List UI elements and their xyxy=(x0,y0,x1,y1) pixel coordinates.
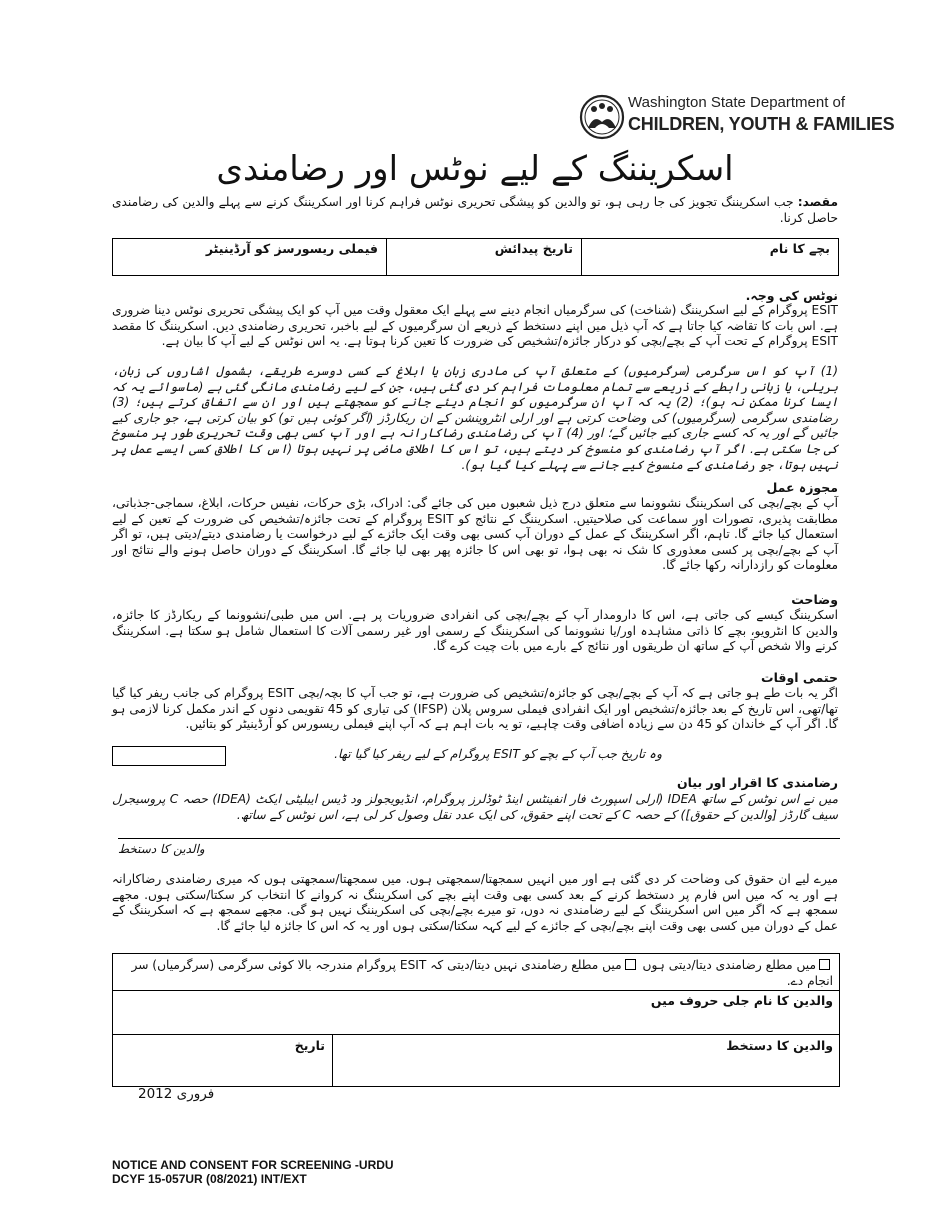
purpose-paragraph xyxy=(112,195,838,226)
referral-date-input[interactable] xyxy=(112,746,226,766)
timelines-text: اگر یہ بات طے ہو جاتی ہے کہ آپ کے بچے/بچی کو جائزہ/تشخیص کی ضرورت ہے، تو جب آپ کا بچہ/بچی ESIT پروگرام کی جانب ریفر کیا گیا تھا/تھی، اس تاریخ کے بعد جائزہ/تشخیص اور ایک انفرادی فیملی سروس پلان (IFSP) کی تیاری کو 45 تقویمی دنوں کے اندر مکمل کرنا لازمی ہو گا. اگر آپ کے خاندان کو 45 دن سے زیادہ اضافی وقت چاہیے، تو یہ بات اہم ہے کہ آپ اپنے فیملی ریسورس کو آرڈینیٹر کو بتائیں. xyxy=(112,686,839,732)
explanation-heading: وضاحت xyxy=(791,592,838,607)
notice-statement-text: (1) آپ کو اس سرگرمی (سرگرمیوں) کے متعلق آپ کی مادری زبان یا ابلاغ کے کسی دوسرے طریقے، بشمول اشاروں کی زبان، بریلی، یا زبانی رابطے کے ذریعے سے تمام معلومات فراہم کر دی گئی ہیں، جن کے لیے رضامندی مانگی گئی ہے (ماسوائے یہ کہ ایسا کرنا ممکن نہ ہو)؛ (2) یہ کہ آپ ان سرگرمیوں کو انجام دیئے جانے کو سمجھتے ہیں اور ان سے اتفاق کرتے ہیں؛ (3) رضامندی سرگرمی (سرگرمیوں) کی وضاحت کرتی ہے اور ارلی انٹروینشن کے ان ریکارڈز (اگر کوئی ہیں تو) کو بیان کرتی ہے، جو جاری کیے جائیں گے اور یہ کہ کسے جاری کیے جائیں گے؛ اور (4) آپ کی رضامندی رضاکارانہ ہے اور آپ کسی بھی وقت تحریری طور پر منسوخ کی جا سکتی ہے. اگر آپ رضامندی کو منسوخ کر دیتے ہیں، تو اس کا اطلاق ماضی پر نہیں ہوتا (اس کا اطلاق کسی ایسے عمل پر نہیں ہوتا، جو رضامندی کے منسوخ کیے جانے سے پہلے کیا گیا ہو). xyxy=(112,364,839,472)
parent-signature-line[interactable] xyxy=(118,838,840,839)
notice-reason-heading: نوٹس کی وجہ. xyxy=(745,288,838,303)
give-consent-checkbox[interactable] xyxy=(819,959,830,970)
deny-consent-checkbox[interactable] xyxy=(625,959,636,970)
form-title: اسکریننگ کے لیے نوٹس اور رضامندی xyxy=(216,149,734,189)
birth-date-field[interactable] xyxy=(387,239,582,276)
explanation-text: اسکریننگ کیسے کی جاتی ہے، اس کا دارومدار آپ کے بچے/بچی کی انفرادی ضروریات پر ہے. اس میں طبی/نشوونما کے ریکارڈز کا جائزہ، والدین کا انٹرویو، بچے کا ذاتی مشاہدہ اور/یا نشوونما کی اسکریننگ کے رسمی اور غیر رسمی آلات کا استعمال شامل ہو سکتا ہے. اسکریننگ کرنے والا شخص آپ کے ساتھ ان طریقوں اور نتائج کے بارے میں بات چیت کرے گا. xyxy=(112,608,838,654)
revision-date: فروری 2012 xyxy=(138,1086,215,1102)
consent-box xyxy=(112,953,840,1087)
referral-date-label: وہ تاریخ جب آپ کے بچے کو ESIT پروگرام کے لیے ریفر کیا گیا تھا. xyxy=(334,747,662,761)
footer-form-number: DCYF 15-057UR (08/2021) INT/EXT xyxy=(112,1172,307,1186)
purpose-label: مقصد: xyxy=(797,195,838,209)
dcyf-logo xyxy=(578,90,895,140)
rights-text: میرے لیے ان حقوق کی وضاحت کر دی گئی ہے اور میں انہیں سمجھتا/سمجھتی ہوں. میں سمجھتا/سمجھتی ہوں کہ میری رضامندی رضاکارانہ ہے اور یہ کہ میں اس فارم پر دستخط کرنے کے بعد کسی بھی وقت اپنے بچے کی اسکریننگ نہ کروانے کا انتخاب کر سکتا/سکتی ہوں. مجھے سمجھ ہے کہ اگر میں اس اسکریننگ کے لیے رضامندی نہ دوں، تو میرے بچے/بچی کی اسکریننگ نہیں ہو گی. مجھے سمجھ ہے کہ اسکریننگ کے عمل کے دوران میں کسی بھی وقت اپنے بچے/بچی کے جائزے کے لیے کہہ سکتا/سکتی ہوں اور یہ کہ اس کا جائزہ لیا جائے گا. xyxy=(112,872,838,933)
deny-consent-label: میں مطلع رضامندی نہیں دیتا/دیتی xyxy=(447,958,622,972)
proposed-action-heading: مجوزہ عمل xyxy=(766,480,838,495)
child-info-table xyxy=(112,238,839,276)
give-consent-label: میں مطلع رضامندی دیتا/دیتی ہوں xyxy=(642,958,816,972)
footer-title: NOTICE AND CONSENT FOR SCREENING -URDU xyxy=(112,1158,394,1172)
consent-statement-heading: رضامندی کا اقرار اور بیان xyxy=(677,775,838,790)
consent-date-label: تاریخ xyxy=(294,1038,325,1053)
parent-signature-label: والدین کا دستخط xyxy=(118,842,205,856)
printed-name-field[interactable] xyxy=(113,991,839,1033)
consent-signature-label: والدین کا دستخط xyxy=(726,1038,833,1053)
consent-option-tail: کہ ESIT پروگرام مندرجہ بالا کوئی سرگرمی (سرگرمیاں) سر انجام دے. xyxy=(131,958,833,988)
child-name-field[interactable] xyxy=(582,239,839,276)
org-name-line1: Washington State Department of xyxy=(628,94,846,111)
org-name-line2: CHILDREN, YOUTH & FAMILIES xyxy=(628,114,895,134)
consent-options xyxy=(119,958,833,989)
printed-name-label: والدین کا نام جلی حروف میں xyxy=(650,993,833,1008)
proposed-action-text: آپ کے بچے/بچی کی اسکریننگ نشوونما سے متعلق درج ذیل شعبوں میں کی جائے گی: ادراک، بڑی حرکات، نفیس حرکات، ابلاغ، سماجی-جذباتی، مطابقت پذیری، تصورات اور سماعت کی صلاحیتیں. اسکریننگ کے نتائج کو ESIT پروگرام کے تحت جائزہ/تشخیص کی ضرورت کے تعین کے لیے استعمال کیا جائے گا. تاہم، اگر اسکریننگ کے عمل کے دوران آپ کسی بھی وقت ایک جائزے کے لیے درخواست یا رضامندی دیتے/دیتی ہیں، تو اگر آپ کے بچے/بچی پر کسی معذوری کا شک نہ بھی ہوا، تو بھی اس کا جائزہ پھر بھی لیا جائے گا. اسکریننگ کے دوران حاصل ہونے والے نتائج اور معلومات کو رازدارانہ رکھا جائے گا. xyxy=(112,496,838,573)
timelines-heading: حتمی اوقات xyxy=(761,670,838,685)
dcyf-emblem-icon xyxy=(578,92,628,140)
purpose-text: جب اسکریننگ تجویز کی جا رہی ہو، تو والدین کو پیشگی تحریری نوٹس فراہم کرنا اور اسکریننگ کرنے سے پہلے والدین کی رضامندی حاصل کرنا. xyxy=(112,195,838,225)
coordinator-label: فیملی ریسورسز کو آرڈینیٹر xyxy=(205,241,378,256)
consent-statement-text: میں نے اس نوٹس کے ساتھ IDEA (ارلی اسپورٹ فار انفینٹس اینڈ ٹوڈلرز پروگرام، انڈیویجولز ود ڈیس ایبلیٹی ایکٹ (IDEA) حصہ C پروسیجرل سیف گارڈز [والدین کے حقوق]) کے حصہ C کے تحت اپنے حقوق، کی ایک عدد نقل وصول کر لی ہے، اس نوٹس کے ساتھ. xyxy=(112,792,838,822)
notice-reason-text: ESIT پروگرام کے لیے اسکریننگ (شناخت) کی سرگرمیاں انجام دینے سے پہلے ایک معقول وقت میں آپ کو ایک پیشگی تحریری نوٹس دینا ضروری ہے. اس بات کا تقاضہ کیا جاتا ہے کہ آپ ذیل میں اپنے دستخط کے ذریعے ان سرگرمیوں کے لیے باخبر، تحریری رضامندی دیں. اسکریننگ کا مقصد ESIT پروگرام کے تحت آپ کے بچے/بچی کو درکار جائزہ/تشخیص کی ضرورت کا تعین کرنا ہوتا ہے. یہ اس نوٹس کے لیے آپ کا بیان ہے. xyxy=(112,303,838,349)
birth-date-label: تاریخ پیدائش xyxy=(494,241,573,256)
coordinator-field[interactable] xyxy=(113,239,387,276)
child-name-label: بچے کا نام xyxy=(769,241,830,256)
consent-signature-field[interactable] xyxy=(333,1035,839,1086)
consent-date-field[interactable] xyxy=(113,1035,331,1086)
